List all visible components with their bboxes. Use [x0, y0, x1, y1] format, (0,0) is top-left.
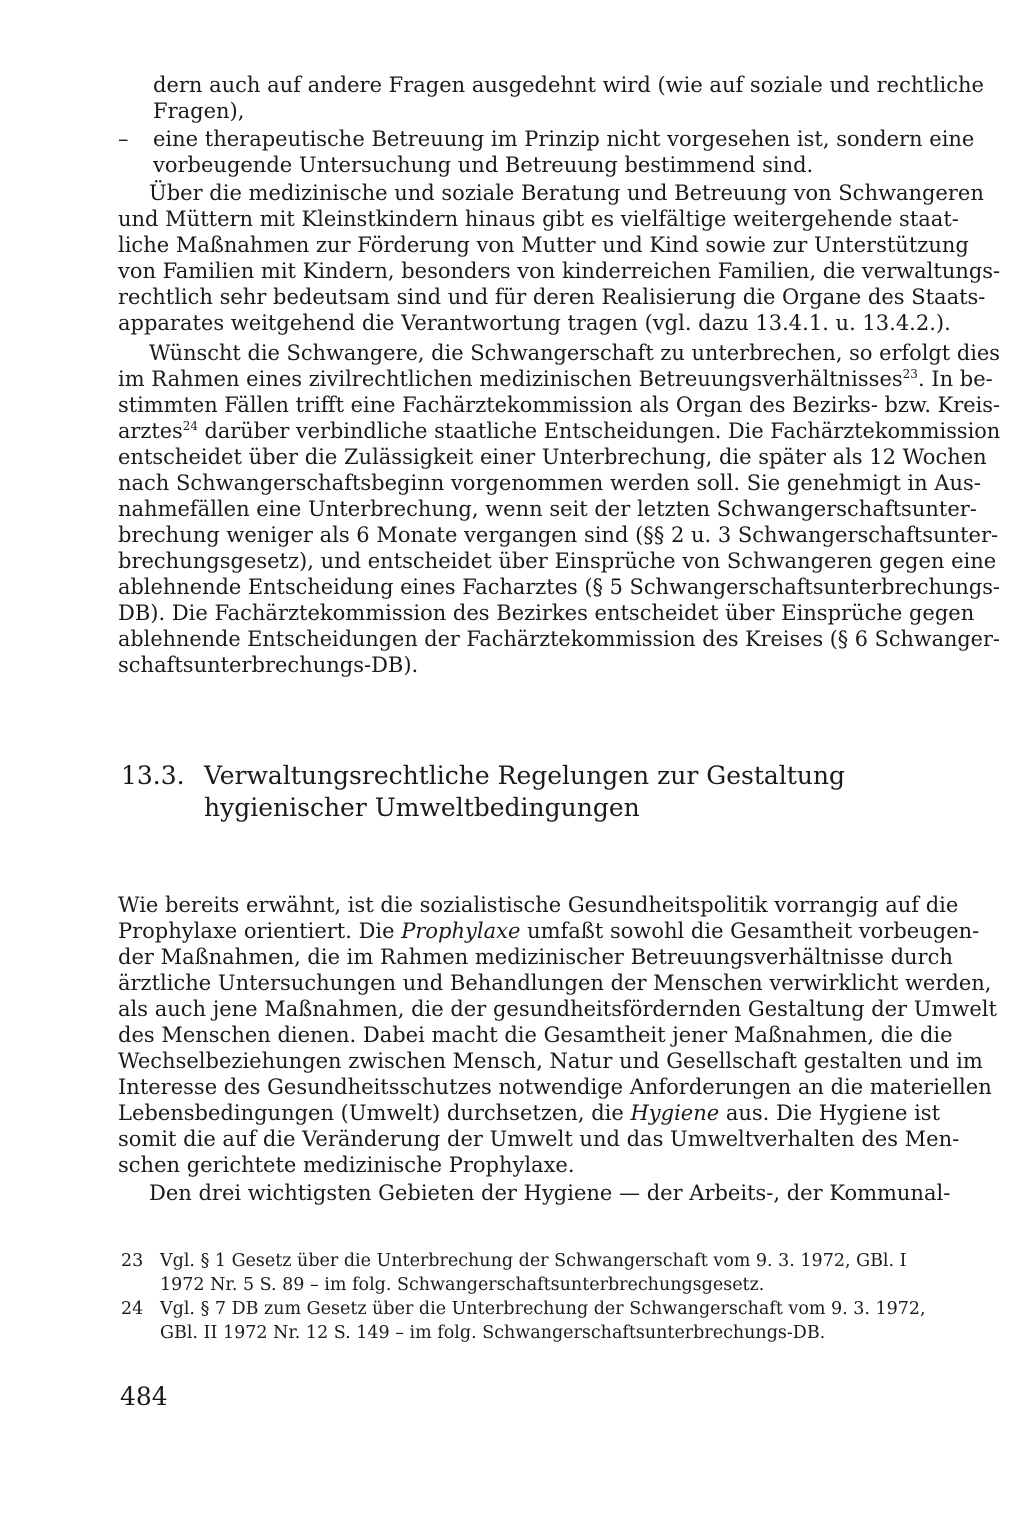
text-line: Wie bereits erwähnt, ist die sozialistische Gesundheitspolitik vorrangig auf die: [118, 893, 959, 917]
text-line: als auch jene Maßnahmen, die der gesundheitsfördernden Gestaltung der Umwelt: [118, 997, 997, 1021]
footnote-text: Vgl. § 7 DB zum Gesetz über die Unterbrechung der Schwangerschaft vom 9. 3. 1972,: [160, 1299, 926, 1319]
text-line: ablehnende Entscheidungen der Fachärztekommission des Kreises (§ 6 Schwanger-: [118, 627, 1000, 651]
text-line: Interesse des Gesundheitsschutzes notwendige Anforderungen an die materiellen: [118, 1075, 992, 1099]
text-line: schen gerichtete medizinische Prophylaxe.: [118, 1153, 575, 1177]
footnote-text: GBl. II 1972 Nr. 12 S. 149 – im folg. Schwangerschaftsunterbrechungs-DB.: [160, 1323, 826, 1343]
emphasis: Prophylaxe: [401, 919, 521, 943]
text-line: eine therapeutische Betreuung im Prinzip nicht vorgesehen ist, sondern eine: [153, 127, 975, 151]
text-span: im Rahmen eines zivilrechtlichen medizinischen Betreuungsverhältnisses: [118, 367, 903, 391]
text-line: Wechselbeziehungen zwischen Mensch, Natur und Gesellschaft gestalten und im: [118, 1049, 983, 1073]
text-line: liche Maßnahmen zur Förderung von Mutter und Kind sowie zur Unterstützung: [118, 233, 969, 257]
text-line: des Menschen dienen. Dabei macht die Gesamtheit jener Maßnahmen, die die: [118, 1023, 953, 1047]
text-line: [118, 366, 993, 392]
text-line: und Müttern mit Kleinstkindern hinaus gibt es vielfältige weitergehende staat-: [118, 207, 959, 231]
footnote-number: 23: [121, 1251, 144, 1271]
text-line: somit die auf die Veränderung der Umwelt und das Umweltverhalten des Men-: [118, 1127, 960, 1151]
text-line: ärztliche Untersuchungen und Behandlungen der Menschen verwirklicht werden,: [118, 971, 992, 995]
text-line: ablehnende Entscheidung eines Facharztes (§ 5 Schwangerschaftsunterbrechungs-: [118, 575, 1000, 599]
text-span: arztes: [118, 419, 183, 443]
emphasis: Hygiene: [630, 1101, 720, 1125]
footnote-mark: 24: [182, 419, 198, 433]
text-line: brechung weniger als 6 Monate vergangen sind (§§ 2 u. 3 Schwangerschaftsunter-: [118, 523, 999, 547]
text-line: dern auch auf andere Fragen ausgedehnt wird (wie auf soziale und rechtliche: [153, 73, 984, 97]
text-line: apparates weitgehend die Verantwortung tragen (vgl. dazu 13.4.1. u. 13.4.2.).: [118, 311, 951, 335]
text-span: umfaßt sowohl die Gesamtheit vorbeugen-: [520, 919, 980, 943]
text-line: Über die medizinische und soziale Beratung und Betreuung von Schwangeren: [149, 181, 984, 205]
list-dash: –: [118, 127, 129, 151]
text-span: darüber verbindliche staatliche Entscheidungen. Die Fachärztekommission: [197, 419, 1001, 443]
text-line: nahmefällen eine Unterbrechung, wenn seit der letzten Schwangerschaftsunter-: [118, 497, 977, 521]
text-line: DB). Die Fachärztekommission des Bezirkes entscheidet über Einsprüche gegen: [118, 601, 975, 625]
text-line: [118, 918, 979, 944]
text-line: [118, 418, 1000, 444]
text-span: Lebensbedingungen (Umwelt) durchsetzen, die: [118, 1101, 631, 1125]
text-line: Fragen),: [153, 99, 245, 123]
text-line: schaftsunterbrechungs-DB).: [118, 653, 419, 677]
text-line: [118, 1100, 940, 1126]
footnote-number: 24: [121, 1299, 144, 1319]
footnote-mark: 23: [902, 367, 918, 381]
text-line: der Maßnahmen, die im Rahmen medizinischer Betreuungsverhältnisse durch: [118, 945, 953, 969]
text-line: entscheidet über die Zulässigkeit einer Unterbrechung, die später als 12 Wochen: [118, 445, 987, 469]
section-title: Verwaltungsrechtliche Regelungen zur Gestaltung: [204, 761, 846, 790]
section-number: 13.3.: [121, 761, 185, 790]
footnote-text: 1972 Nr. 5 S. 89 – im folg. Schwangerschaftsunterbrechungsgesetz.: [160, 1275, 765, 1295]
page-number: 484: [120, 1382, 168, 1411]
text-span: aus. Die Hygiene ist: [719, 1101, 941, 1125]
text-span: . In be-: [917, 367, 993, 391]
text-line: stimmten Fällen trifft eine Fachärztekommission als Organ des Bezirks- bzw. Kreis-: [118, 393, 1001, 417]
footnote-text: Vgl. § 1 Gesetz über die Unterbrechung der Schwangerschaft vom 9. 3. 1972, GBl. I: [160, 1251, 907, 1271]
text-line: Wünscht die Schwangere, die Schwangerschaft zu unterbrechen, so erfolgt dies: [149, 341, 1001, 365]
text-line: brechungsgesetz), und entscheidet über Einsprüche von Schwangeren gegen eine: [118, 549, 997, 573]
text-line: vorbeugende Untersuchung und Betreuung bestimmend sind.: [153, 153, 814, 177]
text-span: Prophylaxe orientiert. Die: [118, 919, 402, 943]
text-line: von Familien mit Kindern, besonders von kinderreichen Familien, die verwaltungs-: [118, 259, 1001, 283]
section-title: hygienischer Umweltbedingungen: [204, 793, 640, 822]
text-line: nach Schwangerschaftsbeginn vorgenommen werden soll. Sie genehmigt in Aus-: [118, 471, 981, 495]
text-line: Den drei wichtigsten Gebieten der Hygiene — der Arbeits-, der Kommunal-: [149, 1181, 951, 1205]
text-line: rechtlich sehr bedeutsam sind und für deren Realisierung die Organe des Staats-: [118, 285, 986, 309]
